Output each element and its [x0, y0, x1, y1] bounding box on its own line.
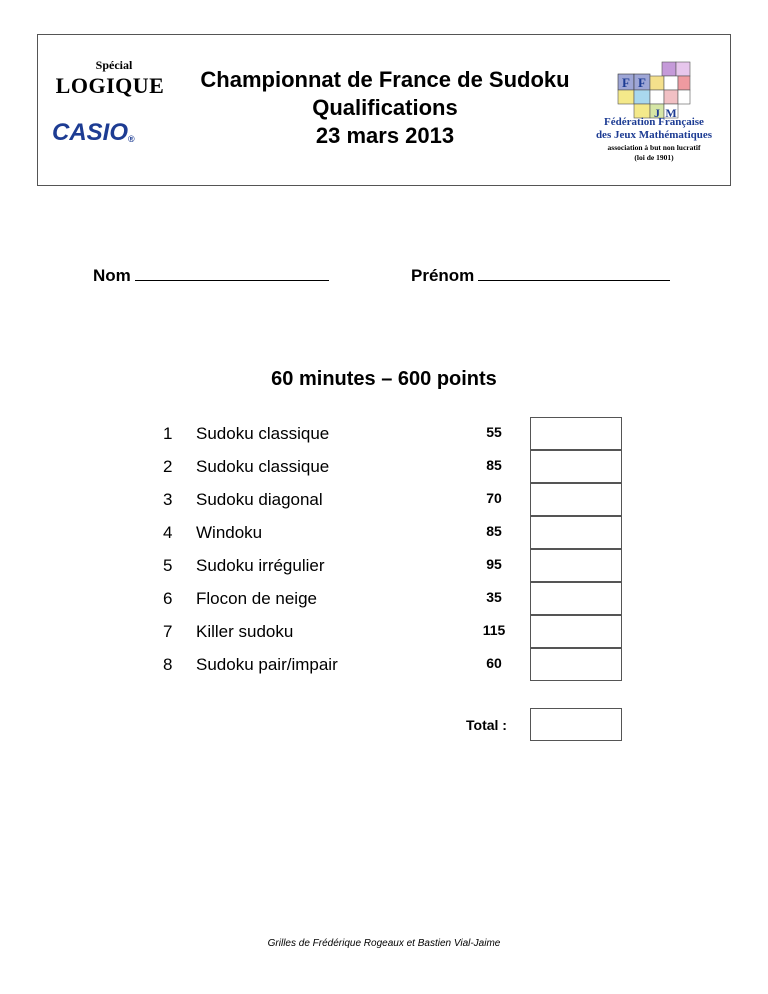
puzzle-name: Sudoku irrégulier [196, 556, 325, 575]
ffjm-name [580, 116, 728, 142]
prenom-input-line[interactable] [478, 266, 670, 281]
logique-logo: LOGIQUE [55, 73, 165, 98]
score-box[interactable] [530, 615, 622, 648]
score-box[interactable] [530, 582, 622, 615]
puzzle-name: Sudoku classique [196, 424, 330, 443]
puzzle-name: Flocon de neige [196, 589, 317, 608]
puzzle-row [0, 582, 768, 615]
ffjm-name-line-2: des Jeux Mathématiques [595, 129, 713, 141]
casio-logo [52, 119, 170, 147]
nom-field [93, 266, 329, 286]
puzzle-points: 85 [486, 523, 502, 539]
ffjm-sub-line-1: association à but non lucratif [607, 143, 701, 152]
score-box[interactable] [530, 483, 622, 516]
ffjm-sub-line-2: (loi de 1901) [634, 153, 674, 162]
title-line-2: Qualifications [312, 95, 458, 120]
casio-logo-text: CASIO [52, 119, 129, 146]
ffjm-logo-icon [614, 60, 694, 120]
puzzle-number: 4 [163, 523, 173, 542]
puzzle-name: Sudoku diagonal [196, 490, 323, 509]
footer-credits: Grilles de Frédérique Rogeaux et Bastien Vial-Jaime [267, 938, 501, 949]
ffjm-letter-f2: F [638, 75, 646, 90]
puzzle-number: 5 [163, 556, 173, 575]
nom-label: Nom [93, 266, 131, 285]
score-box[interactable] [530, 417, 622, 450]
total-box[interactable] [530, 708, 622, 741]
prenom-field [411, 266, 670, 286]
score-box[interactable] [530, 516, 622, 549]
puzzle-points: 55 [486, 424, 502, 440]
puzzle-points: 35 [486, 589, 502, 605]
puzzle-name: Sudoku classique [196, 457, 330, 476]
puzzle-number: 3 [163, 490, 173, 509]
nom-input-line[interactable] [135, 266, 329, 281]
puzzle-points: 85 [486, 457, 502, 473]
puzzle-row [0, 516, 768, 549]
title-line-1: Championnat de France de Sudoku [200, 67, 570, 92]
prenom-label: Prénom [411, 266, 475, 285]
puzzle-points: 60 [486, 655, 502, 671]
puzzle-row [0, 417, 768, 450]
puzzle-name: Sudoku pair/impair [196, 655, 338, 674]
puzzle-points: 95 [486, 556, 502, 572]
ffjm-letter-f1: F [622, 75, 630, 90]
duration-points-heading: 60 minutes – 600 points [271, 368, 497, 390]
puzzle-number: 2 [163, 457, 173, 476]
score-box[interactable] [530, 648, 622, 681]
puzzle-number: 7 [163, 622, 173, 641]
total-label: Total : [466, 717, 507, 733]
casio-registered-mark: ® [128, 134, 135, 144]
title-line-3: 23 mars 2013 [315, 123, 455, 148]
puzzle-number: 1 [163, 424, 173, 443]
ffjm-letter-m: M [665, 106, 677, 120]
puzzle-name: Windoku [196, 523, 263, 542]
ffjm-letter-j: J [654, 106, 660, 120]
puzzle-number: 6 [163, 589, 173, 608]
puzzle-number: 8 [163, 655, 173, 674]
puzzle-points: 70 [486, 490, 502, 506]
ffjm-name-line-1: Fédération Française [604, 116, 704, 128]
score-box[interactable] [530, 549, 622, 582]
puzzle-row [0, 450, 768, 483]
puzzle-row [0, 615, 768, 648]
puzzle-points: 115 [482, 622, 506, 638]
puzzle-row [0, 648, 768, 681]
ffjm-subtitle [580, 143, 728, 163]
puzzle-name: Killer sudoku [196, 622, 294, 641]
puzzle-row [0, 483, 768, 516]
page-title [185, 66, 585, 150]
score-box[interactable] [530, 450, 622, 483]
logique-special-label: Spécial [95, 58, 133, 72]
puzzle-row [0, 549, 768, 582]
